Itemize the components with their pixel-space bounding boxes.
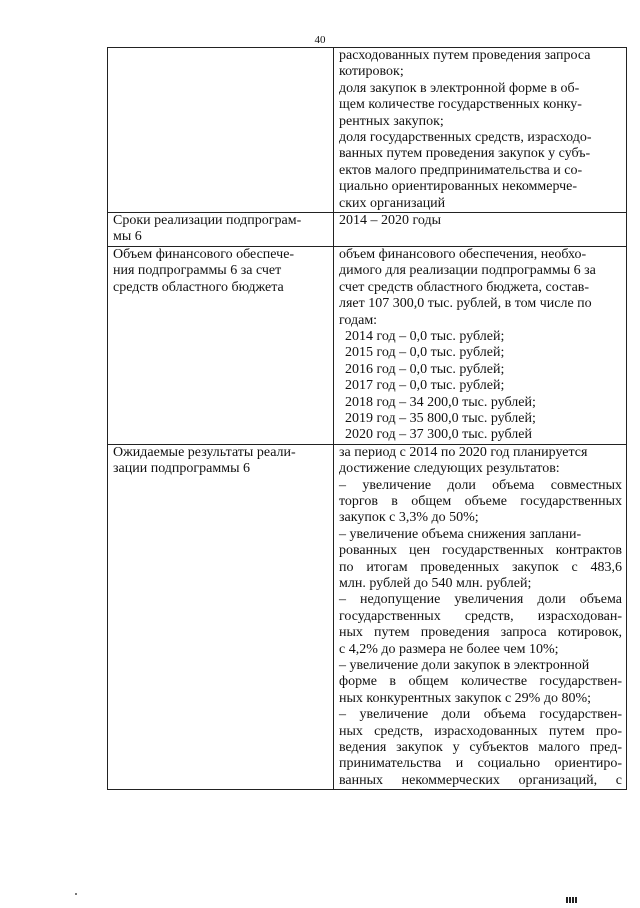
- content-line: – недопущение увеличения доли объема: [339, 592, 622, 608]
- content-line: счет средств областного бюджета, состав-: [339, 279, 590, 295]
- content-line: димого для реализации подпрограммы 6 за: [339, 263, 596, 279]
- row-label: [108, 246, 334, 444]
- label-line: ния подпрограммы 6 за счет: [113, 263, 282, 279]
- content-line: достижение следующих результатов:: [339, 461, 560, 477]
- label-line: Ожидаемые результаты реали-: [113, 444, 296, 460]
- content-line: ных средств, израсходованных путем про-: [339, 723, 622, 739]
- content-line: по итогам проведенных закупок с 483,6: [339, 559, 622, 575]
- content-line: рентных закупок;: [339, 113, 444, 129]
- table-row: [108, 444, 627, 790]
- content-line: циально ориентированных некоммерче-: [339, 179, 578, 195]
- content-line: – увеличение доли объема государствен-: [339, 707, 622, 723]
- label-line: Объем финансового обеспече-: [113, 246, 295, 262]
- label-line: средств областного бюджета: [113, 279, 284, 295]
- content-line: доля государственных средств, израсходо-: [339, 130, 592, 146]
- content-line: 2017 год – 0,0 тыс. рублей;: [345, 378, 505, 394]
- barcode-mark: [566, 890, 580, 896]
- row-label: [108, 48, 334, 213]
- content-line: ектов малого предпринимательства и со-: [339, 162, 583, 178]
- content-line: ных конкурентных закупок с 29% до 80%;: [339, 690, 591, 706]
- row-content: [334, 444, 627, 790]
- content-line: млн. рублей до 540 млн. рублей;: [339, 576, 532, 591]
- label-line: Сроки реализации подпрограм-: [113, 213, 302, 229]
- content-line: государственных средств, израсходован-: [339, 608, 622, 624]
- label-line: зации подпрограммы 6: [113, 461, 251, 477]
- row-content: [334, 213, 627, 247]
- content-line: ляет 107 300,0 тыс. рублей, в том числе по: [339, 296, 592, 312]
- content-line: ванных некоммерческих организаций, с: [339, 772, 622, 788]
- content-line: 2020 год – 37 300,0 тыс. рублей: [345, 427, 532, 443]
- passport-table: [107, 47, 627, 790]
- table-row: [108, 213, 627, 247]
- content-line: – увеличение доли закупок в электронной: [339, 658, 590, 674]
- content-line: ведения закупок у субъектов малого пред-: [339, 740, 622, 756]
- content-line: ванных путем проведения закупок у субъ-: [339, 146, 591, 162]
- page-number: 40: [314, 34, 326, 46]
- content-line: 2014 – 2020 годы: [339, 213, 442, 229]
- row-label: [108, 213, 334, 247]
- content-line: 2016 год – 0,0 тыс. рублей;: [345, 361, 505, 377]
- content-line: объем финансового обеспечения, необхо-: [339, 246, 587, 262]
- content-line: за период с 2014 по 2020 год планируется: [339, 444, 588, 460]
- content-line: форме в общем количестве государствен-: [339, 674, 622, 690]
- content-line: щем количестве государственных конку-: [339, 97, 582, 113]
- content-line: 2019 год – 35 800,0 тыс. рублей;: [345, 410, 536, 426]
- row-label: [108, 444, 334, 790]
- content-line: ных путем проведения запроса котировок,: [339, 625, 622, 641]
- row-content: [334, 246, 627, 444]
- content-line: 2015 год – 0,0 тыс. рублей;: [345, 345, 505, 361]
- content-line: годам:: [339, 312, 378, 328]
- content-line: – увеличение доли объема совместных: [339, 477, 622, 493]
- table-row: [108, 48, 627, 213]
- row-content: [334, 48, 627, 213]
- content-line: расходованных путем проведения запроса: [339, 48, 591, 63]
- table-row: [108, 246, 627, 444]
- content-line: доля закупок в электронной форме в об-: [339, 80, 580, 96]
- content-line: с 4,2% до размера не более чем 10%;: [339, 641, 559, 657]
- content-line: торгов в общем объеме государственных: [339, 493, 622, 509]
- scan-speck: [75, 893, 77, 895]
- content-line: 2018 год – 34 200,0 тыс. рублей;: [345, 394, 536, 410]
- content-line: котировок;: [339, 64, 404, 80]
- label-line: мы 6: [113, 229, 142, 245]
- content-line: 2014 год – 0,0 тыс. рублей;: [345, 328, 505, 344]
- content-line: принимательства и социально ориентиро-: [339, 756, 622, 772]
- content-line: рованных цен государственных контрактов: [339, 543, 622, 559]
- content-line: закупок с 3,3% до 50%;: [339, 510, 479, 526]
- content-line: – увеличение объема снижения заплани-: [339, 526, 582, 542]
- content-line: ских организаций: [339, 195, 446, 211]
